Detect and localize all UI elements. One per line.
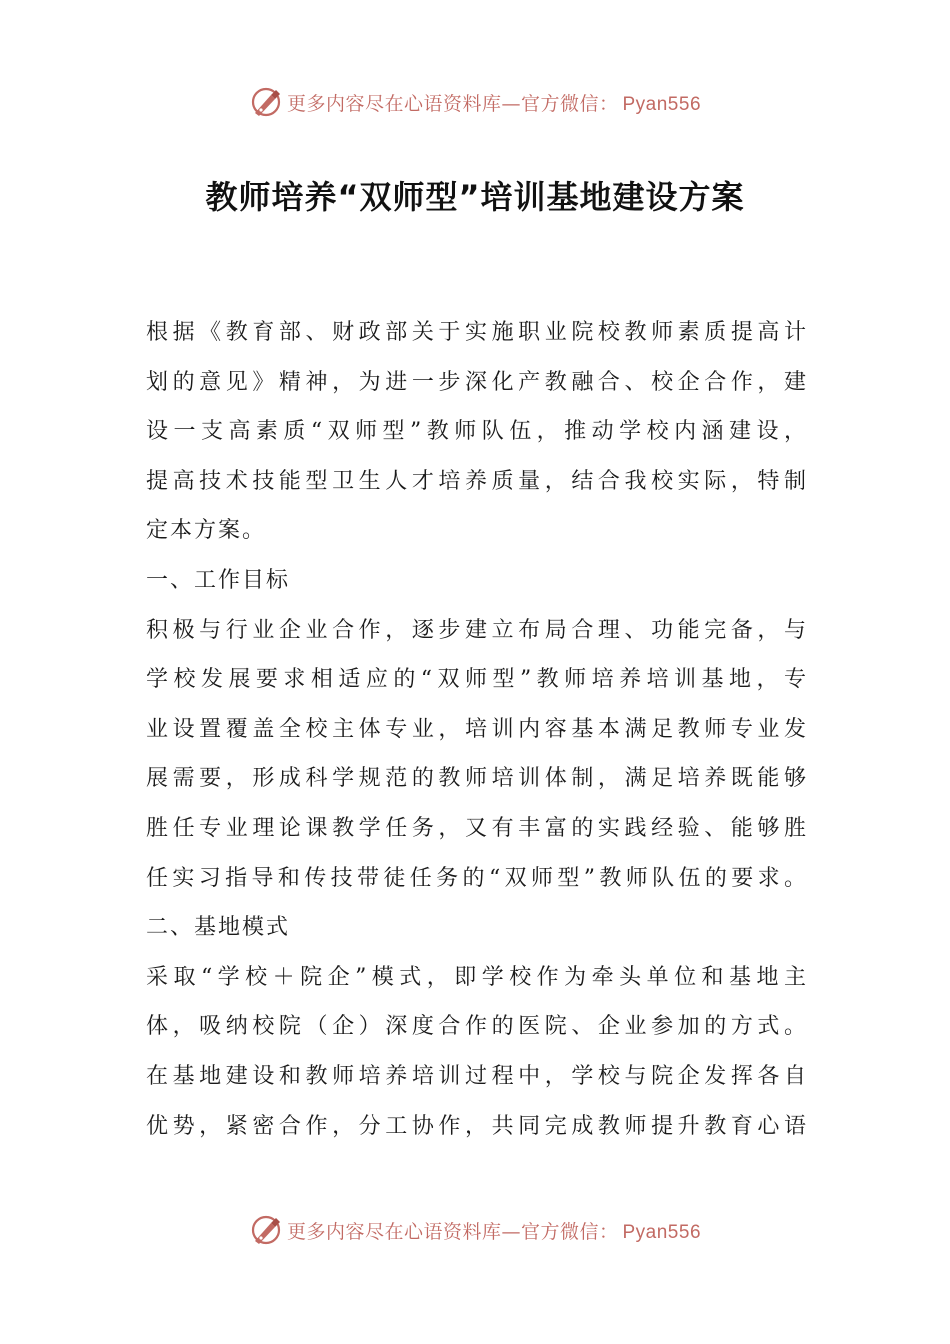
banner-wechat-id: Pyan556 <box>622 1221 702 1243</box>
section-heading: 一、工作目标 <box>146 567 291 593</box>
body-line: 根据《教育部、财政部关于实施职业院校教师素质提高计 <box>146 320 806 345</box>
body-line: 定本方案。 <box>146 518 267 544</box>
body-line: 划的意见》精神，为进一步深化产教融合、校企合作，建 <box>146 369 806 395</box>
banner-text <box>287 1217 701 1244</box>
body-line: 体，吸纳校院（企）深度合作的医院、企业参加的方式。 <box>146 1014 806 1040</box>
footer-banner <box>0 1208 950 1252</box>
banner-wechat-id: Pyan556 <box>622 93 702 115</box>
banner-wechat-label: 官方微信： <box>520 1220 619 1243</box>
body-line: 学校发展要求相适应的“双师型”教师培养培训基地，专 <box>146 667 806 693</box>
pen-logo-icon <box>249 1213 283 1247</box>
body-line: 在基地建设和教师培养培训过程中，学校与院企发挥各自 <box>146 1063 806 1089</box>
pen-logo-icon <box>249 85 283 119</box>
banner-slogan: 更多内容尽在心语资料库 <box>286 92 502 115</box>
banner-separator: — <box>501 1220 521 1243</box>
section-heading: 二、基地模式 <box>146 915 291 941</box>
banner-wechat-label: 官方微信： <box>520 92 619 115</box>
banner-text <box>287 89 701 116</box>
body-line: 设一支高素质“双师型”教师队伍，推动学校内涵建设， <box>146 419 806 445</box>
body-line: 展需要，形成科学规范的教师培训体制，满足培养既能够 <box>146 766 806 792</box>
document-title: 教师培养“双师型”培训基地建设方案 <box>205 178 745 216</box>
document-body <box>146 308 806 1151</box>
body-line: 采取“学校＋院企”模式，即学校作为牵头单位和基地主 <box>146 964 806 990</box>
body-line: 胜任专业理论课教学任务，又有丰富的实践经验、能够胜 <box>146 815 806 841</box>
banner-slogan: 更多内容尽在心语资料库 <box>286 1220 502 1243</box>
body-line: 优势，紧密合作，分工协作，共同完成教师提升教育心语 <box>146 1113 806 1139</box>
body-line: 积极与行业企业合作，逐步建立布局合理、功能完备，与 <box>146 617 806 643</box>
banner-separator: — <box>501 92 521 115</box>
body-line: 业设置覆盖全校主体专业，培训内容基本满足教师专业发 <box>146 716 806 742</box>
body-line: 提高技术技能型卫生人才培养质量，结合我校实际，特制 <box>146 468 806 494</box>
body-line: 任实习指导和传技带徒任务的“双师型”教师队伍的要求。 <box>146 865 806 891</box>
header-banner <box>0 80 950 124</box>
